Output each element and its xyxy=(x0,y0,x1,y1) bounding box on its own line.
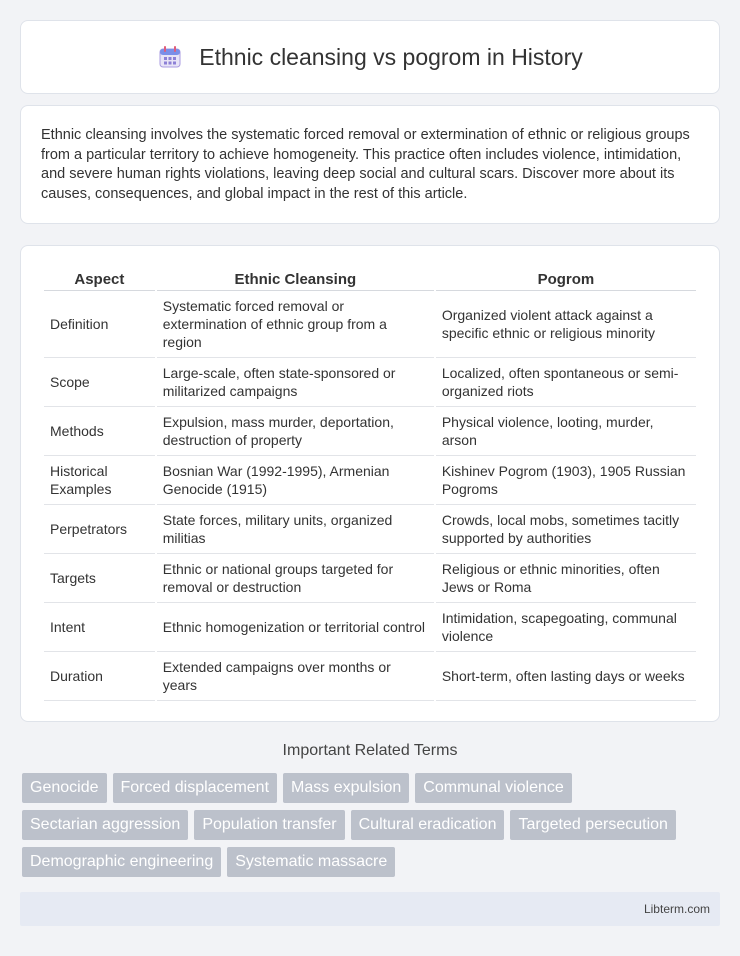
footer xyxy=(20,892,720,926)
row-ethnic-cleansing: Bosnian War (1992-1995), Armenian Genocide (1915) xyxy=(157,456,434,505)
tag-communal-violence[interactable]: Communal violence xyxy=(415,773,572,803)
intro-text: Ethnic cleansing involves the systematic forced removal or extermination of ethnic or religious groups from a particular territory to achieve homogeneity. This practice often includes violence, intimidation, and severe human rights violations, leaving deep social and cultural scars. Discover more about its causes, consequences, and global impact in the rest of this article. xyxy=(41,127,690,202)
tag-genocide[interactable]: Genocide xyxy=(22,773,107,803)
row-pogrom: Kishinev Pogrom (1903), 1905 Russian Pogroms xyxy=(436,456,696,505)
tag-systematic-massacre[interactable]: Systematic massacre xyxy=(227,847,395,877)
row-ethnic-cleansing: State forces, military units, organized militias xyxy=(157,505,434,554)
row-ethnic-cleansing: Extended campaigns over months or years xyxy=(157,652,434,701)
row-pogrom: Localized, often spontaneous or semi-organized riots xyxy=(436,358,696,407)
header-pogrom: Pogrom xyxy=(436,266,696,291)
row-aspect: Duration xyxy=(44,652,155,701)
row-pogrom: Religious or ethnic minorities, often Jews or Roma xyxy=(436,554,696,603)
row-aspect: Perpetrators xyxy=(44,505,155,554)
related-terms-title: Important Related Terms xyxy=(282,742,458,759)
row-pogrom: Intimidation, scapegoating, communal violence xyxy=(436,603,696,652)
row-pogrom: Organized violent attack against a specific ethnic or religious minority xyxy=(436,291,696,358)
intro-card xyxy=(20,105,720,224)
table-row xyxy=(44,407,696,456)
tag-cultural-eradication[interactable]: Cultural eradication xyxy=(351,810,505,840)
comparison-table xyxy=(42,266,698,701)
row-pogrom: Short-term, often lasting days or weeks xyxy=(436,652,696,701)
row-ethnic-cleansing: Systematic forced removal or extermination of ethnic group from a region xyxy=(157,291,434,358)
tag-forced-displacement[interactable]: Forced displacement xyxy=(113,773,278,803)
tag-mass-expulsion[interactable]: Mass expulsion xyxy=(283,773,409,803)
tag-targeted-persecution[interactable]: Targeted persecution xyxy=(510,810,675,840)
related-terms-tags xyxy=(22,773,722,877)
row-aspect: Targets xyxy=(44,554,155,603)
row-pogrom: Physical violence, looting, murder, arson xyxy=(436,407,696,456)
table-row xyxy=(44,603,696,652)
calendar-icon xyxy=(157,44,183,70)
row-aspect: Intent xyxy=(44,603,155,652)
row-aspect: Methods xyxy=(44,407,155,456)
header-ethnic-cleansing: Ethnic Cleansing xyxy=(157,266,434,291)
page-title: Ethnic cleansing vs pogrom in History xyxy=(199,43,583,70)
table-row xyxy=(44,652,696,701)
row-aspect: Definition xyxy=(44,291,155,358)
header-card xyxy=(20,20,720,94)
row-aspect: Historical Examples xyxy=(44,456,155,505)
row-ethnic-cleansing: Ethnic homogenization or territorial control xyxy=(157,603,434,652)
row-ethnic-cleansing: Ethnic or national groups targeted for removal or destruction xyxy=(157,554,434,603)
tag-sectarian-aggression[interactable]: Sectarian aggression xyxy=(22,810,188,840)
table-header-row xyxy=(44,266,696,291)
table-row xyxy=(44,291,696,358)
comparison-table-card xyxy=(20,245,720,722)
table-row xyxy=(44,358,696,407)
tag-demographic-engineering[interactable]: Demographic engineering xyxy=(22,847,221,877)
row-pogrom: Crowds, local mobs, sometimes tacitly supported by authorities xyxy=(436,505,696,554)
row-ethnic-cleansing: Large-scale, often state-sponsored or militarized campaigns xyxy=(157,358,434,407)
tag-population-transfer[interactable]: Population transfer xyxy=(194,810,344,840)
header-aspect: Aspect xyxy=(44,266,155,291)
table-row xyxy=(44,554,696,603)
table-row xyxy=(44,505,696,554)
footer-site-link[interactable]: Libterm.com xyxy=(643,902,710,916)
table-row xyxy=(44,456,696,505)
row-aspect: Scope xyxy=(44,358,155,407)
row-ethnic-cleansing: Expulsion, mass murder, deportation, destruction of property xyxy=(157,407,434,456)
